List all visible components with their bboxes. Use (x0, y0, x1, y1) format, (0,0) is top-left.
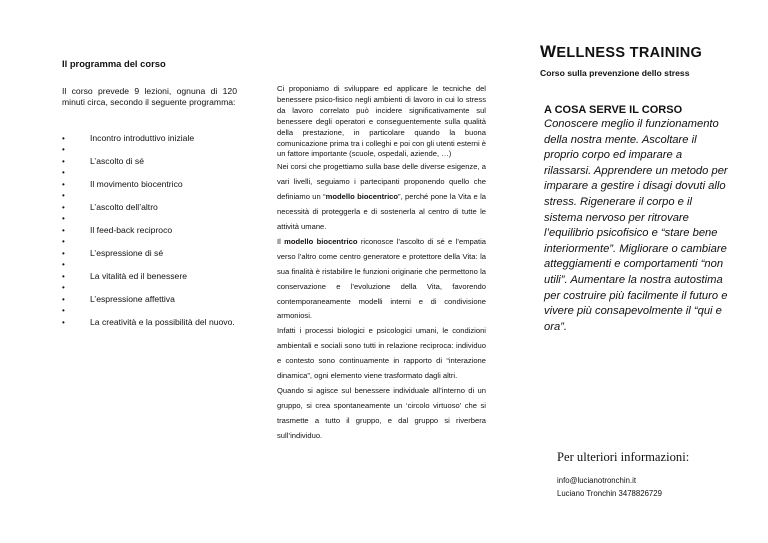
program-item (62, 225, 237, 237)
biocentric-paragraph (277, 160, 486, 235)
program-item (62, 190, 237, 201)
bullet-icon: • (62, 283, 65, 293)
bullet-icon: • (62, 179, 65, 189)
left-column (62, 58, 237, 328)
interaction-paragraph: Infatti i processi biologici e psicologici umani, le condizioni ambientali e sociali sono tutti in relazione reciproca: individuo e contesto sono continuamente in rapporto di “interazione dinamica”, ogni elemento viene trasformato dagli altri. (277, 326, 486, 381)
program-item (62, 167, 237, 178)
program-item (62, 133, 237, 145)
middle-column (277, 84, 486, 444)
right-column (540, 42, 740, 335)
program-item (62, 156, 237, 168)
program-heading: Il programma del corso (62, 58, 166, 69)
purpose-heading: A COSA SERVE IL CORSO (544, 104, 683, 116)
bold-term: modello biocentrico (284, 236, 358, 246)
program-item-label: L’espressione affettiva (90, 293, 175, 304)
program-item (62, 305, 237, 316)
bullet-icon: • (62, 294, 65, 304)
program-item (62, 271, 237, 283)
intro-paragraph: Ci proponiamo di sviluppare ed applicare le tecniche del benessere psico-fisico negli ambienti di lavoro in cui lo stress da lavoro correlato può incidere significativamente sul benessere degli operatori e conseguentemente sulla qualità della prestazione, in particolare quando la buona comunicazione prima tra i colleghi e poi con gli utenti esterni è un fattore importante (scuole, ospedali, aziende, …) (277, 84, 486, 159)
program-item (62, 282, 237, 293)
bullet-icon: • (62, 168, 65, 178)
program-item (62, 179, 237, 191)
contact-info (557, 450, 689, 500)
group-paragraph: Quando si agisce sul benessere individuale all’interno di un gruppo, si crea spontaneamente un ‘circolo virtuoso’ che si trasmette a tutto il gruppo, e dal gruppo si riverbera sull’individuo. (277, 385, 486, 440)
program-item-label: L’ascolto di sé (90, 155, 144, 166)
program-item (62, 213, 237, 224)
bullet-icon: • (62, 156, 65, 166)
title-rest: ELLNESS TRAINING (556, 45, 703, 61)
text-span: Il (277, 236, 285, 246)
program-item-label: Il movimento biocentrico (90, 178, 183, 189)
model-paragraph (277, 235, 486, 324)
brochure-title (540, 42, 740, 62)
program-item (62, 202, 237, 214)
bullet-icon: • (62, 145, 65, 155)
contact-email[interactable]: info@lucianotronchin.it (557, 476, 636, 485)
text-span: Nei corsi che progettiamo sulla base delle diverse esigenze, a vari livelli, seguiamo i partecipanti proponendo quello che definiamo un “ (277, 162, 486, 202)
program-intro: Il corso prevede 9 lezioni, ognuna di 120 minuti circa, secondo il seguente programma: (62, 85, 237, 108)
bullet-icon: • (62, 260, 65, 270)
program-item-label: Il feed-back reciproco (90, 224, 173, 235)
program-item (62, 144, 237, 155)
bullet-icon: • (62, 317, 65, 327)
program-item-label: L’ascolto dell’altro (90, 201, 158, 212)
contact-heading: Per ulteriori informazioni: (557, 450, 690, 464)
text-span: riconosce l’ascolto di sé e l’empatia verso l’altro come centro generatore e protettore della Vita: la sua finalità è ristabilire le funzioni originarie che permettono la conservazione e l’evoluzione della Vita, favorendo contemporaneamente modelli interni e di condivisione armoniosi. (277, 236, 486, 321)
bullet-icon: • (62, 191, 65, 201)
program-item (62, 294, 237, 306)
program-item (62, 236, 237, 247)
program-item (62, 248, 237, 260)
bullet-icon: • (62, 306, 65, 316)
program-item-label: Incontro introduttivo iniziale (90, 132, 195, 143)
bullet-icon: • (62, 202, 65, 212)
text-span: ”, perché pone la Vita e la necessità di proteggerla e di sostenerla al centro di tutte le attività umane. (277, 192, 486, 231)
program-item-label: La creatività e la possibilità del nuovo. (90, 316, 235, 327)
title-initial: W (540, 42, 557, 61)
brochure-subtitle: Corso sulla prevenzione dello stress (540, 68, 690, 78)
bullet-icon: • (62, 248, 65, 258)
contact-phone: Luciano Tronchin 3478826729 (557, 489, 662, 498)
bullet-icon: • (62, 133, 65, 143)
program-item (62, 317, 237, 329)
bullet-icon: • (62, 214, 65, 224)
bullet-icon: • (62, 237, 65, 247)
bold-term: modello biocentrico (325, 192, 399, 202)
program-item (62, 259, 237, 270)
purpose-text: Conoscere meglio il funzionamento della nostra mente. Ascoltare il proprio corpo ed imparare a rilassarsi. Apprendere un metodo per imparare a gestire i disagi dovuti allo stress. Rigenerare il corpo e il sistema nervoso per ritrovare l’equilibrio psicofisico e “stare bene interiormente”. Migliorare o cambiare atteggiamenti e comportamenti “non utili”. Aumentare la nostra autostima per costruire più facilmente il futuro e vivere più consapevolmente il “qui e ora”. (544, 118, 728, 333)
bullet-icon: • (62, 225, 65, 235)
bullet-icon: • (62, 271, 65, 281)
program-item-label: La vitalità ed il benessere (90, 270, 187, 281)
program-list (62, 133, 237, 328)
program-item-label: L’espressione di sé (90, 247, 164, 258)
